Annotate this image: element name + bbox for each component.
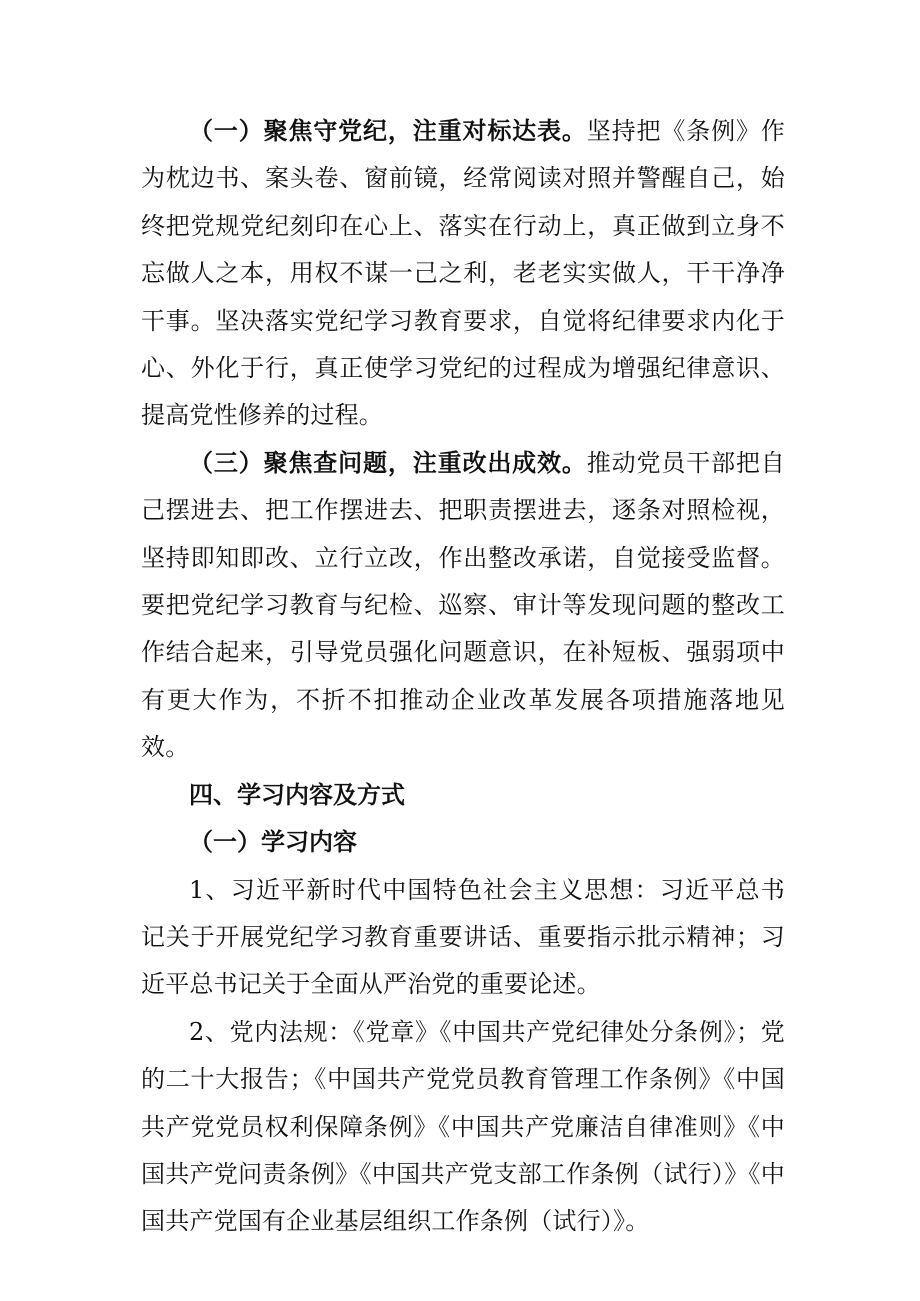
paragraph-body: 坚持把《条例》作为枕边书、案头卷、窗前镜，经常阅读对照并警醒自己，始终把党规党纪刻印在心上、落实在行动上，真正做到立身不忘做人之本，用权不谋一己之利，老老实实做人，干干净净干事。坚决落实党纪学习教育要求，自觉将纪律要求内化于心、外化于行，真正使学习党纪的过程成为增强纪律意识、提高党性修养的过程。 (141, 117, 785, 430)
paragraph-focus-discipline (141, 108, 785, 440)
list-item-thought: 1、习近平新时代中国特色社会主义思想：习近平总书记关于开展党纪学习教育重要讲话、重要指示批示精神；习近平总书记关于全面从严治党的重要论述。 (141, 875, 785, 999)
list-item-regulations: 2、党内法规：《党章》《中国共产党纪律处分条例》；党的二十大报告；《中国共产党党员教育管理工作条例》《中国共产党党员权利保障条例》《中国共产党廉洁自律准则》《中国共产党问责条例》《中国共产党支部工作条例（试行）》《中国共产党国有企业基层组织工作条例（试行）》。 (141, 1017, 785, 1236)
paragraph-lead: （一）聚焦守党纪，注重对标达表。 (189, 117, 587, 145)
document-page (141, 108, 785, 1246)
section-heading: 四、学习内容及方式 (189, 780, 405, 809)
paragraph-body: 推动党员干部把自己摆进去、把工作摆进去、把职责摆进去，逐条对照检视，坚持即知即改、立行立改，作出整改承诺，自觉接受监督。要把党纪学习教育与纪检、巡察、审计等发现问题的整改工作结合起来，引导党员强化问题意识，在补短板、强弱项中有更大作为，不折不扣推动企业改革发展各项措施落地见效。 (141, 448, 785, 762)
paragraph-focus-problems (141, 440, 785, 772)
paragraph-lead: （三）聚焦查问题，注重改出成效。 (189, 448, 587, 477)
sub-heading: （一）学习内容 (189, 828, 357, 857)
